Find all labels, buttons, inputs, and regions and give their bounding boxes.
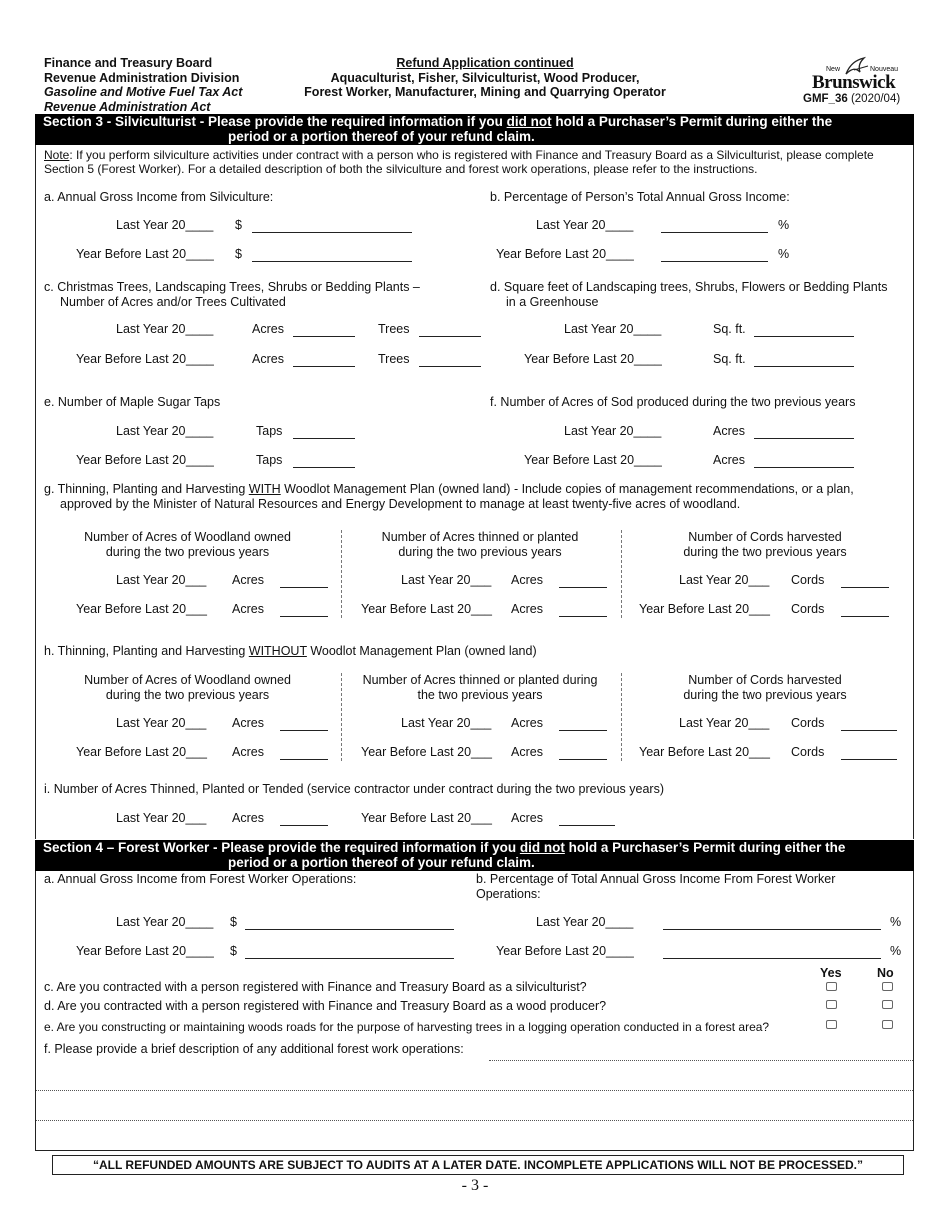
a-dollar-2: $	[235, 247, 242, 261]
s4-b-percent-1: %	[890, 915, 902, 929]
g-thinned-acres-1: Acres	[511, 573, 543, 587]
item-f-label: f. Number of Acres of Sod produced during the two previous years	[490, 395, 856, 409]
maple-taps-last-year-input[interactable]	[293, 425, 355, 439]
h-col-thinned-1: Number of Acres thinned or planted during	[362, 673, 598, 687]
h-thinned-year-before-label: Year Before Last 20___	[361, 745, 492, 759]
a-year-before-label: Year Before Last 20____	[76, 247, 214, 261]
without-plan-owned-year-before-input[interactable]	[280, 746, 328, 760]
h-thinned-acres-2: Acres	[511, 745, 543, 759]
s4-b-last-year-label: Last Year 20____	[536, 915, 634, 929]
item-g-label-2: approved by the Minister of Natural Resources and Energy Development to manage at least twenty-five acres of woodland.	[60, 497, 741, 511]
c-acres-1: Acres	[252, 322, 284, 336]
with-plan-thinned-last-year-input[interactable]	[559, 574, 607, 588]
sod-acres-year-before-input[interactable]	[754, 454, 854, 468]
g-cords-1: Cords	[791, 573, 825, 587]
c-last-year-label: Last Year 20____	[116, 322, 214, 336]
section-3-title-a: Section 3 - Silviculturist - Please provide the required information if you	[43, 114, 507, 129]
trees-count-year-before-input[interactable]	[419, 353, 481, 367]
i-last-year-label: Last Year 20___	[116, 811, 207, 825]
g-owned-acres-1: Acres	[232, 573, 264, 587]
section-3-title-line2: period or a portion thereof of your refund claim.	[228, 129, 535, 144]
d-sqft-2: Sq. ft.	[713, 352, 746, 366]
h-thinned-last-year-label: Last Year 20___	[401, 716, 492, 730]
s4-item-b-label-1: b. Percentage of Total Annual Gross Income From Forest Worker	[476, 872, 836, 886]
c-trees-2: Trees	[378, 352, 410, 366]
without-plan-cords-year-before-input[interactable]	[841, 746, 897, 760]
g-owned-last-year-label: Last Year 20___	[116, 573, 207, 587]
h-cords-1: Cords	[791, 716, 825, 730]
e-last-year-label: Last Year 20____	[116, 424, 214, 438]
s4-item-b-label-2: Operations:	[476, 887, 541, 901]
trees-count-last-year-input[interactable]	[419, 323, 481, 337]
note-label: Note	[44, 148, 70, 162]
g-cords-year-before-label: Year Before Last 20___	[639, 602, 770, 616]
h-divider-2	[621, 673, 622, 761]
i-year-before-label: Year Before Last 20___	[361, 811, 492, 825]
b-percent-2: %	[778, 247, 790, 261]
header-division: Revenue Administration Division	[44, 70, 240, 85]
g-col-owned-2: during the two previous years	[105, 545, 270, 559]
d-last-year-label: Last Year 20____	[564, 322, 662, 336]
item-g-label-b: Woodlot Management Plan (owned land) - Include copies of management recommendations, or a plan,	[280, 482, 854, 496]
service-acres-last-year-input[interactable]	[280, 812, 328, 826]
form-date: (2020/04)	[850, 93, 901, 105]
i-acres-1: Acres	[232, 811, 264, 825]
without-plan-owned-last-year-input[interactable]	[280, 717, 328, 731]
f-last-year-label: Last Year 20____	[564, 424, 662, 438]
without-plan-cords-last-year-input[interactable]	[841, 717, 897, 731]
h-cords-year-before-label: Year Before Last 20___	[639, 745, 770, 759]
f-year-before-label: Year Before Last 20____	[524, 453, 662, 467]
service-acres-year-before-input[interactable]	[559, 812, 615, 826]
i-acres-2: Acres	[511, 811, 543, 825]
silviculture-percent-last-year-input[interactable]	[661, 219, 768, 233]
section-4-title-a: Section 4 – Forest Worker - Please provide the required information if you	[43, 840, 520, 855]
note-line-2: Section 5 (Forest Worker). For a detailed description of both the silviculture and forest work operations, please refer to the instructions.	[44, 162, 758, 176]
h-col-thinned-head	[345, 673, 615, 703]
header-left	[44, 56, 242, 114]
h-cords-last-year-label: Last Year 20___	[679, 716, 770, 730]
description-line-1[interactable]	[489, 1060, 913, 1061]
h-col-owned-head	[60, 673, 315, 703]
question-c-no-checkbox[interactable]	[882, 982, 893, 991]
logo-new: New	[826, 66, 841, 73]
forest-percent-last-year-input[interactable]	[663, 916, 881, 930]
g-owned-year-before-label: Year Before Last 20___	[76, 602, 207, 616]
forest-percent-year-before-input[interactable]	[663, 945, 881, 959]
g-col-cords-1: Number of Cords harvested	[688, 530, 842, 544]
s4-b-percent-2: %	[890, 944, 902, 958]
header-title: Refund Application continued	[396, 56, 574, 70]
section-3-title-b: hold a Purchaser’s Permit during either the	[551, 114, 833, 129]
s4-a-last-year-label: Last Year 20____	[116, 915, 214, 929]
c-trees-1: Trees	[378, 322, 410, 336]
item-h-label	[44, 644, 537, 658]
item-h-label-a: h. Thinning, Planting and Harvesting	[44, 644, 249, 658]
g-divider-2	[621, 530, 622, 618]
g-thinned-last-year-label: Last Year 20___	[401, 573, 492, 587]
c-acres-2: Acres	[252, 352, 284, 366]
e-taps-1: Taps	[256, 424, 283, 438]
header-subtitle-1: Aquaculturist, Fisher, Silviculturist, Wood Producer,	[330, 70, 640, 85]
h-divider-1	[341, 673, 342, 761]
b-percent-1: %	[778, 218, 790, 232]
question-e-no-checkbox[interactable]	[882, 1020, 893, 1029]
e-taps-2: Taps	[256, 453, 283, 467]
g-thinned-acres-2: Acres	[511, 602, 543, 616]
section-4-title-line2: period or a portion thereof of your refund claim.	[228, 855, 535, 870]
section-4-header	[35, 840, 914, 871]
h-owned-year-before-label: Year Before Last 20___	[76, 745, 207, 759]
item-i-label: i. Number of Acres Thinned, Planted or Tended (service contractor under contract during the two previous years)	[44, 782, 664, 796]
f-acres-2: Acres	[713, 453, 745, 467]
s4-b-year-before-label: Year Before Last 20____	[496, 944, 634, 958]
g-divider-1	[341, 530, 342, 618]
item-d-label	[490, 280, 887, 309]
item-d-label-2: in a Greenhouse	[506, 294, 599, 309]
question-e: e. Are you constructing or maintaining woods roads for the purpose of harvesting trees in a logging operation conducted in a forest area?	[44, 1020, 770, 1034]
section-3-note	[44, 148, 874, 176]
g-col-owned-head	[60, 530, 315, 560]
item-h-label-without: WITHOUT	[248, 644, 307, 658]
silviculture-income-last-year-input[interactable]	[252, 219, 412, 233]
g-col-cords-head	[630, 530, 900, 560]
f-acres-1: Acres	[713, 424, 745, 438]
page-number: - 3 -	[461, 1177, 489, 1194]
c-year-before-label: Year Before Last 20____	[76, 352, 214, 366]
trees-acres-year-before-input[interactable]	[293, 353, 355, 367]
a-dollar-1: $	[235, 218, 242, 232]
h-thinned-acres-1: Acres	[511, 716, 543, 730]
h-col-owned-2: during the two previous years	[105, 688, 270, 702]
question-d-no-checkbox[interactable]	[882, 1000, 893, 1009]
item-h-label-b: Woodlot Management Plan (owned land)	[306, 644, 537, 658]
a-last-year-label: Last Year 20____	[116, 218, 214, 232]
section-4-title-b: hold a Purchaser’s Permit during either the	[564, 840, 846, 855]
without-plan-thinned-last-year-input[interactable]	[559, 717, 607, 731]
h-col-cords-2: during the two previous years	[683, 688, 847, 702]
g-col-thinned-2: during the two previous years	[398, 545, 562, 559]
s4-item-b-label	[476, 872, 835, 902]
silviculture-income-year-before-input[interactable]	[252, 248, 412, 262]
g-col-owned-1: Number of Acres of Woodland owned	[84, 530, 291, 544]
h-owned-last-year-label: Last Year 20___	[116, 716, 207, 730]
greenhouse-sqft-last-year-input[interactable]	[754, 323, 854, 337]
header-agency: Finance and Treasury Board	[44, 56, 213, 70]
without-plan-thinned-year-before-input[interactable]	[559, 746, 607, 760]
with-plan-thinned-year-before-input[interactable]	[559, 603, 607, 617]
b-last-year-label: Last Year 20____	[536, 218, 634, 232]
e-year-before-label: Year Before Last 20____	[76, 453, 214, 467]
no-header: No	[877, 966, 894, 980]
item-c-label-2: Number of Acres and/or Trees Cultivated	[60, 294, 286, 309]
h-owned-acres-1: Acres	[232, 716, 264, 730]
note-line-1: : If you perform silviculture activities under contract with a person who is registered with Finance and Treasury Board as a Silviculturist, please complete	[69, 148, 874, 162]
g-owned-acres-2: Acres	[232, 602, 264, 616]
s4-item-a-label: a. Annual Gross Income from Forest Worker Operations:	[44, 872, 357, 886]
forest-income-year-before-input[interactable]	[245, 945, 454, 959]
h-col-thinned-2: the two previous years	[417, 688, 543, 702]
s4-a-dollar-2: $	[230, 944, 237, 958]
header-subtitle-2: Forest Worker, Manufacturer, Mining and Quarrying Operator	[304, 85, 666, 99]
item-e-label: e. Number of Maple Sugar Taps	[44, 395, 221, 409]
item-c-label	[44, 280, 420, 309]
question-e-yes-checkbox[interactable]	[826, 1020, 837, 1029]
item-g-label-with: WITH	[248, 482, 281, 496]
question-d: d. Are you contracted with a person registered with Finance and Treasury Board as a wood producer?	[44, 999, 607, 1013]
audit-notice: “ALL REFUNDED AMOUNTS ARE SUBJECT TO AUDITS AT A LATER DATE. INCOMPLETE APPLICATIONS WILL NOT BE PROCESSED.”	[52, 1155, 904, 1175]
logo-text: Brunswick	[812, 72, 896, 93]
greenhouse-sqft-year-before-input[interactable]	[754, 353, 854, 367]
header-center	[290, 56, 680, 100]
sod-acres-last-year-input[interactable]	[754, 425, 854, 439]
s4-a-dollar-1: $	[230, 915, 237, 929]
question-c: c. Are you contracted with a person registered with Finance and Treasury Board as a silviculturist?	[44, 980, 587, 994]
description-line-2[interactable]	[36, 1090, 913, 1091]
g-cords-2: Cords	[791, 602, 825, 616]
section-3-title-emphasis: did not	[506, 114, 552, 129]
with-plan-owned-year-before-input[interactable]	[280, 603, 328, 617]
yes-header: Yes	[820, 966, 842, 980]
header-act-2: Revenue Administration Act	[44, 99, 211, 114]
g-col-thinned-head	[345, 530, 615, 560]
form-number: GMF_36	[803, 93, 848, 105]
form-code	[803, 93, 900, 105]
maple-taps-year-before-input[interactable]	[293, 454, 355, 468]
b-year-before-label: Year Before Last 20____	[496, 247, 634, 261]
with-plan-owned-last-year-input[interactable]	[280, 574, 328, 588]
with-plan-cords-year-before-input[interactable]	[841, 603, 889, 617]
item-a-label: a. Annual Gross Income from Silviculture:	[44, 190, 274, 204]
h-owned-acres-2: Acres	[232, 745, 264, 759]
item-d-label-1: d. Square feet of Landscaping trees, Shrubs, Flowers or Bedding Plants	[490, 280, 888, 294]
g-col-cords-2: during the two previous years	[683, 545, 847, 559]
item-g-label-a: g. Thinning, Planting and Harvesting	[44, 482, 249, 496]
d-year-before-label: Year Before Last 20____	[524, 352, 662, 366]
d-sqft-1: Sq. ft.	[713, 322, 746, 336]
forest-income-last-year-input[interactable]	[245, 916, 454, 930]
g-cords-last-year-label: Last Year 20___	[679, 573, 770, 587]
header-act-1: Gasoline and Motive Fuel Tax Act	[44, 85, 243, 99]
silviculture-percent-year-before-input[interactable]	[661, 248, 768, 262]
h-col-cords-head	[630, 673, 900, 703]
item-b-label: b. Percentage of Person’s Total Annual Gross Income:	[490, 190, 790, 204]
g-thinned-year-before-label: Year Before Last 20___	[361, 602, 492, 616]
question-c-yes-checkbox[interactable]	[826, 982, 837, 991]
section-4-title-emphasis: did not	[519, 840, 565, 855]
h-cords-2: Cords	[791, 745, 825, 759]
s4-a-year-before-label: Year Before Last 20____	[76, 944, 214, 958]
trees-acres-last-year-input[interactable]	[293, 323, 355, 337]
question-d-yes-checkbox[interactable]	[826, 1000, 837, 1009]
g-col-thinned-1: Number of Acres thinned or planted	[381, 530, 579, 544]
item-c-label-1: c. Christmas Trees, Landscaping Trees, Shrubs or Bedding Plants –	[44, 280, 420, 294]
h-col-owned-1: Number of Acres of Woodland owned	[84, 673, 291, 687]
h-col-cords-1: Number of Cords harvested	[688, 673, 842, 687]
item-g-label	[44, 482, 854, 512]
logo-nouveau: Nouveau	[870, 66, 899, 73]
description-line-3[interactable]	[36, 1120, 913, 1121]
with-plan-cords-last-year-input[interactable]	[841, 574, 889, 588]
section-3-header	[35, 114, 914, 145]
question-f: f. Please provide a brief description of any additional forest work operations:	[44, 1042, 464, 1056]
